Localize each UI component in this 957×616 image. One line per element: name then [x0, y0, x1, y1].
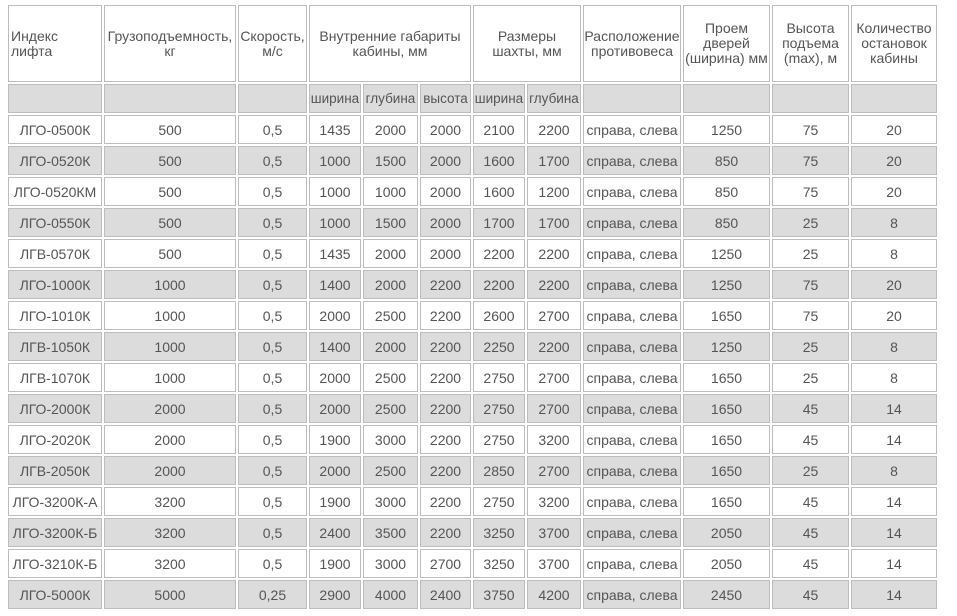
subheader-cabin-height: высота — [420, 84, 471, 113]
cell-speed: 0,5 — [238, 425, 307, 454]
cell-cabin-width: 1435 — [309, 239, 361, 268]
cell-index: ЛГВ-1050К — [8, 332, 102, 361]
cell-door-opening: 1650 — [683, 425, 770, 454]
cell-index: ЛГВ-1070К — [8, 363, 102, 392]
cell-door-opening: 2450 — [683, 580, 770, 609]
cell-shaft-width: 2100 — [473, 115, 525, 144]
cell-index: ЛГО-0520КМ — [8, 177, 102, 206]
cell-speed: 0,5 — [238, 456, 307, 485]
cell-cabin-height: 2200 — [420, 301, 471, 330]
cell-cabin-height: 2200 — [420, 518, 471, 547]
cell-cabin-width: 1400 — [309, 270, 361, 299]
table-row — [8, 518, 937, 547]
cell-capacity: 1000 — [104, 332, 236, 361]
cell-cabin-width: 2000 — [309, 301, 361, 330]
table-row — [8, 456, 937, 485]
elevator-specs-table — [6, 3, 939, 611]
cell-door-opening: 2050 — [683, 518, 770, 547]
cell-shaft-width: 3250 — [473, 518, 525, 547]
table-row — [8, 239, 937, 268]
cell-speed: 0,5 — [238, 487, 307, 516]
cell-shaft-depth: 2700 — [527, 456, 581, 485]
cell-cabin-width: 1000 — [309, 146, 361, 175]
cell-capacity: 5000 — [104, 580, 236, 609]
subheader-empty — [583, 84, 681, 113]
cell-cabin-depth: 2500 — [363, 363, 418, 392]
cell-speed: 0,5 — [238, 301, 307, 330]
subheader-empty — [851, 84, 937, 113]
subheader-empty — [8, 84, 102, 113]
cell-index: ЛГО-3200К-Б — [8, 518, 102, 547]
cell-door-opening: 1650 — [683, 301, 770, 330]
cell-capacity: 1000 — [104, 301, 236, 330]
table-row — [8, 177, 937, 206]
subheader-empty — [772, 84, 849, 113]
cell-cabin-width: 2000 — [309, 456, 361, 485]
cell-index: ЛГО-5000К — [8, 580, 102, 609]
cell-index: ЛГО-0520К — [8, 146, 102, 175]
cell-speed: 0,5 — [238, 270, 307, 299]
cell-cabin-depth: 2500 — [363, 301, 418, 330]
table-row — [8, 332, 937, 361]
cell-counterweight: справа, слева — [583, 363, 681, 392]
cell-stops: 14 — [851, 487, 937, 516]
cell-counterweight: справа, слева — [583, 239, 681, 268]
cell-cabin-depth: 1000 — [363, 177, 418, 206]
cell-cabin-height: 2700 — [420, 549, 471, 578]
cell-stops: 20 — [851, 177, 937, 206]
subheader-empty — [683, 84, 770, 113]
cell-cabin-width: 1000 — [309, 177, 361, 206]
table-row — [8, 115, 937, 144]
cell-cabin-height: 2000 — [420, 239, 471, 268]
cell-cabin-width: 2000 — [309, 394, 361, 423]
cell-capacity: 500 — [104, 239, 236, 268]
cell-door-opening: 1250 — [683, 332, 770, 361]
cell-shaft-width: 2250 — [473, 332, 525, 361]
cell-shaft-width: 3250 — [473, 549, 525, 578]
cell-counterweight: справа, слева — [583, 301, 681, 330]
cell-door-opening: 850 — [683, 177, 770, 206]
cell-cabin-width: 2000 — [309, 363, 361, 392]
header-cabin-dimensions: Внутренние габариты кабины, мм — [309, 5, 471, 82]
cell-lift-height: 75 — [772, 146, 849, 175]
cell-shaft-width: 1600 — [473, 177, 525, 206]
cell-door-opening: 1650 — [683, 363, 770, 392]
cell-shaft-width: 2750 — [473, 363, 525, 392]
cell-cabin-depth: 2000 — [363, 115, 418, 144]
cell-counterweight: справа, слева — [583, 425, 681, 454]
cell-shaft-width: 2200 — [473, 270, 525, 299]
cell-cabin-depth: 1500 — [363, 208, 418, 237]
cell-speed: 0,5 — [238, 208, 307, 237]
cell-counterweight: справа, слева — [583, 177, 681, 206]
cell-cabin-width: 1000 — [309, 208, 361, 237]
cell-shaft-width: 2850 — [473, 456, 525, 485]
header-stops: Количество остановок кабины — [851, 5, 937, 82]
cell-shaft-depth: 3700 — [527, 549, 581, 578]
cell-cabin-height: 2000 — [420, 208, 471, 237]
cell-shaft-depth: 2700 — [527, 301, 581, 330]
header-lift-height: Высота подъема (max), м — [772, 5, 849, 82]
cell-lift-height: 25 — [772, 363, 849, 392]
cell-counterweight: справа, слева — [583, 580, 681, 609]
cell-shaft-width: 2750 — [473, 487, 525, 516]
cell-stops: 14 — [851, 518, 937, 547]
cell-shaft-width: 2200 — [473, 239, 525, 268]
cell-cabin-width: 2400 — [309, 518, 361, 547]
header-index: Индекс лифта — [8, 5, 102, 82]
cell-capacity: 1000 — [104, 363, 236, 392]
cell-door-opening: 1650 — [683, 487, 770, 516]
header-speed: Скорость, м/с — [238, 5, 307, 82]
cell-shaft-depth: 2700 — [527, 363, 581, 392]
table-row — [8, 549, 937, 578]
cell-shaft-width: 2750 — [473, 394, 525, 423]
cell-lift-height: 75 — [772, 177, 849, 206]
cell-cabin-height: 2200 — [420, 456, 471, 485]
cell-stops: 14 — [851, 425, 937, 454]
cell-shaft-depth: 1200 — [527, 177, 581, 206]
cell-cabin-height: 2000 — [420, 146, 471, 175]
cell-door-opening: 1650 — [683, 456, 770, 485]
table-row — [8, 394, 937, 423]
cell-capacity: 500 — [104, 208, 236, 237]
cell-index: ЛГО-3210К-Б — [8, 549, 102, 578]
cell-door-opening: 850 — [683, 146, 770, 175]
cell-shaft-depth: 2700 — [527, 394, 581, 423]
table-row — [8, 487, 937, 516]
cell-cabin-height: 2400 — [420, 580, 471, 609]
cell-shaft-depth: 2200 — [527, 270, 581, 299]
cell-lift-height: 45 — [772, 549, 849, 578]
cell-stops: 20 — [851, 146, 937, 175]
cell-shaft-depth: 3700 — [527, 518, 581, 547]
cell-speed: 0,5 — [238, 177, 307, 206]
cell-lift-height: 25 — [772, 456, 849, 485]
subheader-empty — [104, 84, 236, 113]
cell-counterweight: справа, слева — [583, 115, 681, 144]
cell-door-opening: 850 — [683, 208, 770, 237]
cell-cabin-height: 2200 — [420, 363, 471, 392]
cell-cabin-width: 2900 — [309, 580, 361, 609]
cell-capacity: 3200 — [104, 487, 236, 516]
subheader-row — [8, 84, 937, 113]
cell-cabin-height: 2200 — [420, 270, 471, 299]
cell-cabin-height: 2200 — [420, 425, 471, 454]
cell-stops: 14 — [851, 394, 937, 423]
cell-shaft-depth: 3200 — [527, 487, 581, 516]
cell-index: ЛГВ-2050К — [8, 456, 102, 485]
cell-speed: 0,5 — [238, 115, 307, 144]
table-row — [8, 301, 937, 330]
header-counterweight: Расположение противовеса — [583, 5, 681, 82]
table-row — [8, 363, 937, 392]
cell-shaft-depth: 4200 — [527, 580, 581, 609]
header-row — [8, 5, 937, 82]
cell-speed: 0,5 — [238, 394, 307, 423]
cell-stops: 8 — [851, 363, 937, 392]
cell-cabin-height: 2000 — [420, 177, 471, 206]
cell-index: ЛГО-3200К-А — [8, 487, 102, 516]
cell-capacity: 3200 — [104, 549, 236, 578]
cell-door-opening: 1250 — [683, 115, 770, 144]
cell-lift-height: 75 — [772, 270, 849, 299]
cell-shaft-width: 3750 — [473, 580, 525, 609]
header-door-opening: Проем дверей (ширина) мм — [683, 5, 770, 82]
cell-speed: 0,25 — [238, 580, 307, 609]
cell-stops: 8 — [851, 239, 937, 268]
cell-lift-height: 45 — [772, 518, 849, 547]
cell-lift-height: 45 — [772, 487, 849, 516]
cell-cabin-depth: 4000 — [363, 580, 418, 609]
cell-index: ЛГО-1010К — [8, 301, 102, 330]
cell-shaft-width: 2750 — [473, 425, 525, 454]
cell-capacity: 2000 — [104, 425, 236, 454]
cell-stops: 14 — [851, 549, 937, 578]
cell-speed: 0,5 — [238, 518, 307, 547]
cell-cabin-depth: 2500 — [363, 456, 418, 485]
cell-lift-height: 75 — [772, 115, 849, 144]
cell-capacity: 1000 — [104, 270, 236, 299]
table-row — [8, 208, 937, 237]
subheader-cabin-depth: глубина — [363, 84, 418, 113]
cell-speed: 0,5 — [238, 332, 307, 361]
cell-shaft-depth: 3200 — [527, 425, 581, 454]
cell-capacity: 500 — [104, 177, 236, 206]
table-row — [8, 146, 937, 175]
cell-cabin-height: 2200 — [420, 332, 471, 361]
table-row — [8, 425, 937, 454]
cell-counterweight: справа, слева — [583, 456, 681, 485]
cell-door-opening: 2050 — [683, 549, 770, 578]
cell-cabin-width: 1900 — [309, 425, 361, 454]
cell-lift-height: 45 — [772, 580, 849, 609]
cell-shaft-depth: 2200 — [527, 115, 581, 144]
cell-capacity: 500 — [104, 146, 236, 175]
cell-speed: 0,5 — [238, 146, 307, 175]
cell-door-opening: 1250 — [683, 270, 770, 299]
cell-cabin-width: 1900 — [309, 549, 361, 578]
cell-shaft-depth: 1700 — [527, 208, 581, 237]
cell-cabin-depth: 2000 — [363, 239, 418, 268]
cell-door-opening: 1650 — [683, 394, 770, 423]
cell-counterweight: справа, слева — [583, 270, 681, 299]
subheader-shaft-width: ширина — [473, 84, 525, 113]
cell-cabin-height: 2200 — [420, 394, 471, 423]
cell-capacity: 3200 — [104, 518, 236, 547]
subheader-shaft-depth: глубина — [527, 84, 581, 113]
cell-cabin-height: 2200 — [420, 487, 471, 516]
table-row — [8, 270, 937, 299]
cell-cabin-depth: 3000 — [363, 425, 418, 454]
cell-index: ЛГВ-0570К — [8, 239, 102, 268]
cell-speed: 0,5 — [238, 363, 307, 392]
cell-stops: 8 — [851, 456, 937, 485]
cell-lift-height: 75 — [772, 301, 849, 330]
subheader-empty — [238, 84, 307, 113]
cell-door-opening: 1250 — [683, 239, 770, 268]
cell-capacity: 2000 — [104, 394, 236, 423]
cell-counterweight: справа, слева — [583, 549, 681, 578]
cell-cabin-height: 2000 — [420, 115, 471, 144]
cell-counterweight: справа, слева — [583, 487, 681, 516]
cell-capacity: 500 — [104, 115, 236, 144]
cell-lift-height: 25 — [772, 239, 849, 268]
cell-stops: 20 — [851, 301, 937, 330]
cell-cabin-depth: 1500 — [363, 146, 418, 175]
cell-index: ЛГО-1000К — [8, 270, 102, 299]
cell-index: ЛГО-2020К — [8, 425, 102, 454]
cell-lift-height: 25 — [772, 208, 849, 237]
cell-speed: 0,5 — [238, 239, 307, 268]
cell-shaft-depth: 2200 — [527, 239, 581, 268]
cell-cabin-depth: 3500 — [363, 518, 418, 547]
cell-counterweight: справа, слева — [583, 208, 681, 237]
cell-counterweight: справа, слева — [583, 394, 681, 423]
cell-stops: 20 — [851, 115, 937, 144]
cell-speed: 0,5 — [238, 549, 307, 578]
cell-index: ЛГО-0550К — [8, 208, 102, 237]
cell-stops: 8 — [851, 332, 937, 361]
cell-index: ЛГО-2000К — [8, 394, 102, 423]
cell-stops: 20 — [851, 270, 937, 299]
cell-counterweight: справа, слева — [583, 518, 681, 547]
header-shaft-dimensions: Размеры шахты, мм — [473, 5, 581, 82]
cell-counterweight: справа, слева — [583, 146, 681, 175]
cell-shaft-width: 1600 — [473, 146, 525, 175]
cell-cabin-depth: 2000 — [363, 332, 418, 361]
cell-shaft-depth: 1700 — [527, 146, 581, 175]
cell-cabin-width: 1900 — [309, 487, 361, 516]
cell-lift-height: 25 — [772, 332, 849, 361]
cell-cabin-depth: 3000 — [363, 549, 418, 578]
cell-shaft-width: 2600 — [473, 301, 525, 330]
cell-cabin-depth: 3000 — [363, 487, 418, 516]
cell-lift-height: 45 — [772, 425, 849, 454]
cell-shaft-depth: 2200 — [527, 332, 581, 361]
cell-shaft-width: 1700 — [473, 208, 525, 237]
subheader-cabin-width: ширина — [309, 84, 361, 113]
header-capacity: Грузоподъемность, кг — [104, 5, 236, 82]
cell-cabin-depth: 2500 — [363, 394, 418, 423]
cell-cabin-depth: 2000 — [363, 270, 418, 299]
table-row — [8, 580, 937, 609]
cell-capacity: 2000 — [104, 456, 236, 485]
cell-cabin-width: 1400 — [309, 332, 361, 361]
cell-counterweight: справа, слева — [583, 332, 681, 361]
cell-index: ЛГО-0500К — [8, 115, 102, 144]
cell-lift-height: 45 — [772, 394, 849, 423]
cell-stops: 8 — [851, 208, 937, 237]
cell-stops: 14 — [851, 580, 937, 609]
cell-cabin-width: 1435 — [309, 115, 361, 144]
